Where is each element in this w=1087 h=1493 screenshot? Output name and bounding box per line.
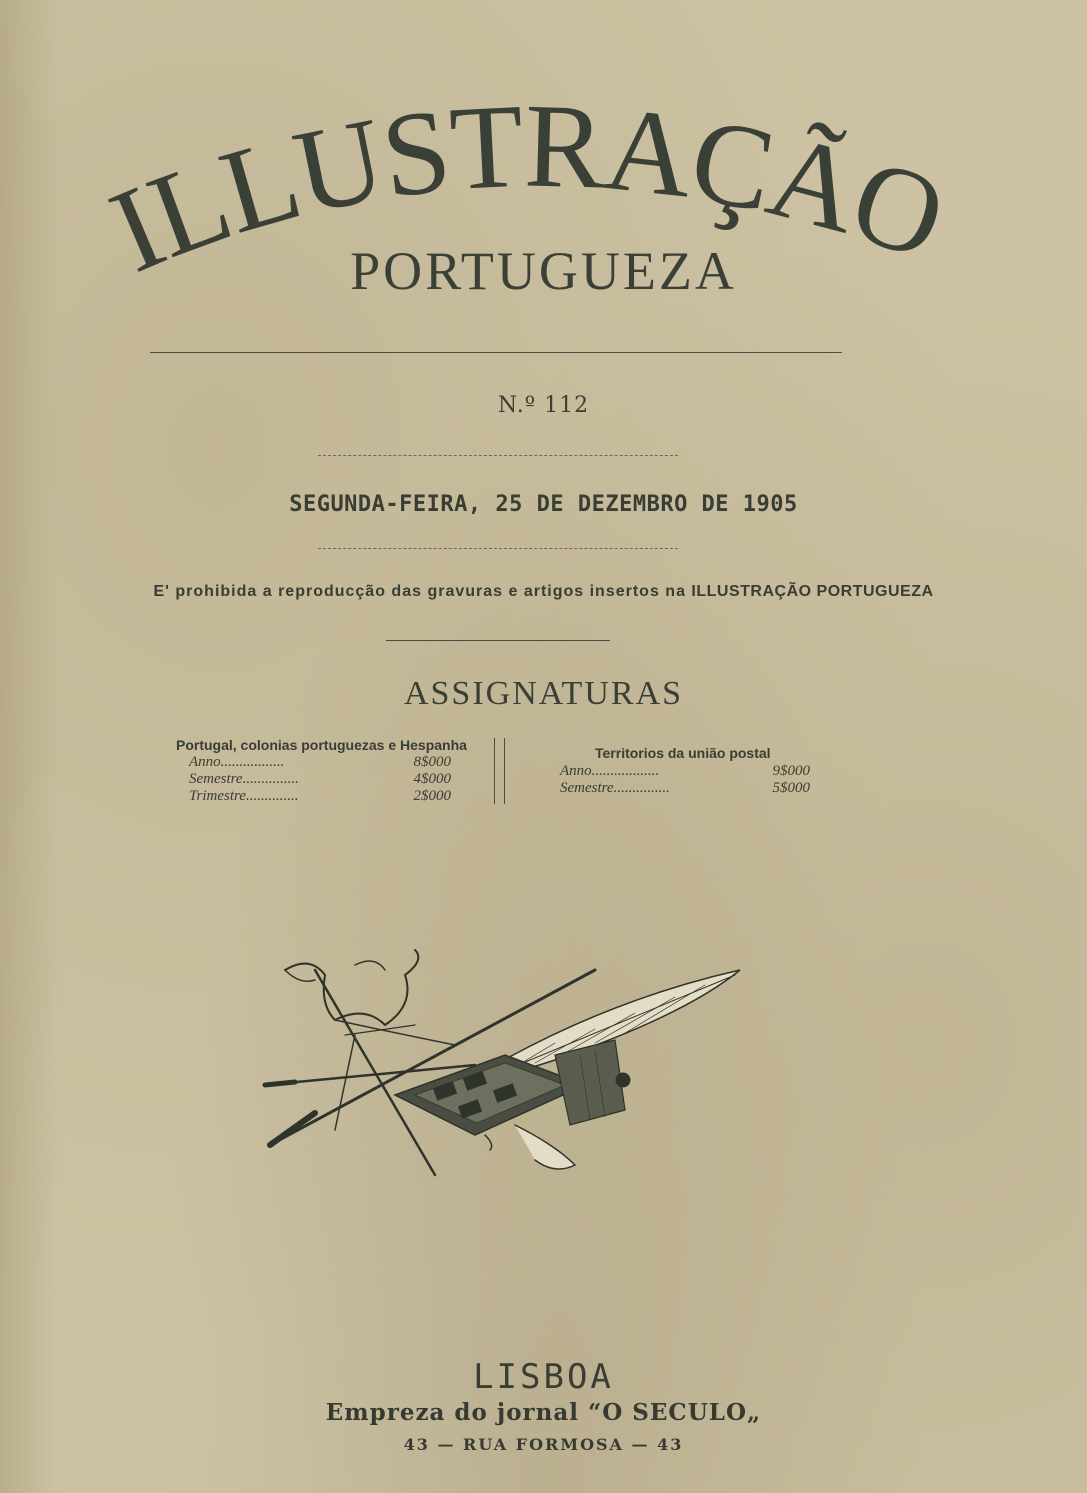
masthead-rule: [150, 352, 842, 353]
international-heading: Territorios da união postal: [595, 745, 771, 761]
domestic-heading: Portugal, colonias portuguezas e Hespanha: [176, 737, 467, 753]
masthead-title: ILLUSTRAÇÃO: [92, 78, 960, 298]
leader-dots: ...............: [613, 780, 670, 796]
date-divider: [318, 548, 678, 549]
price-value: 2$000: [413, 788, 451, 804]
issue-number: N.º 112: [497, 393, 590, 418]
column-divider-right: [504, 738, 505, 804]
notice-divider: [386, 640, 610, 641]
leader-dots: ..................: [591, 763, 660, 779]
leader-dots: ...............: [242, 771, 299, 787]
issue-divider: [318, 455, 678, 456]
footer-publisher: Empreza do jornal “O SECULO„: [325, 1399, 762, 1426]
reproduction-notice: [0, 583, 1087, 601]
pens-and-paintbox-engraving: [255, 945, 755, 1185]
price-row: [189, 754, 451, 771]
domestic-subscriptions: [176, 737, 467, 805]
price-label: Semestre: [189, 771, 243, 787]
footer-city: LISBOA: [473, 1357, 614, 1397]
price-row: [189, 788, 451, 805]
price-label: Trimestre: [189, 788, 246, 804]
notice-text: E' prohibida a reproducção das gravuras e artigos insertos na: [153, 583, 686, 600]
issue-date: SEGUNDA-FEIRA, 25 DE DEZEMBRO DE 1905: [289, 492, 798, 517]
price-row: [560, 780, 810, 797]
leader-dots: .................: [220, 754, 285, 770]
price-row: [560, 763, 810, 780]
engraving-svg: [255, 945, 755, 1185]
price-label: Semestre: [560, 780, 614, 796]
price-value: 9$000: [772, 763, 810, 779]
international-subscriptions: [560, 745, 820, 797]
footer-address: 43 — RUA FORMOSA — 43: [403, 1435, 684, 1454]
price-label: Anno: [189, 754, 221, 770]
price-row: [189, 771, 451, 788]
price-value: 5$000: [772, 780, 810, 796]
subscriptions-title: ASSIGNATURAS: [403, 675, 684, 712]
masthead-subtitle: PORTUGUEZA: [350, 241, 737, 301]
column-divider-left: [494, 738, 495, 804]
price-label: Anno: [560, 763, 592, 779]
notice-publication: ILLUSTRAÇÃO PORTUGUEZA: [691, 583, 934, 600]
price-value: 8$000: [413, 754, 451, 770]
leader-dots: ..............: [245, 788, 299, 804]
price-value: 4$000: [413, 771, 451, 787]
